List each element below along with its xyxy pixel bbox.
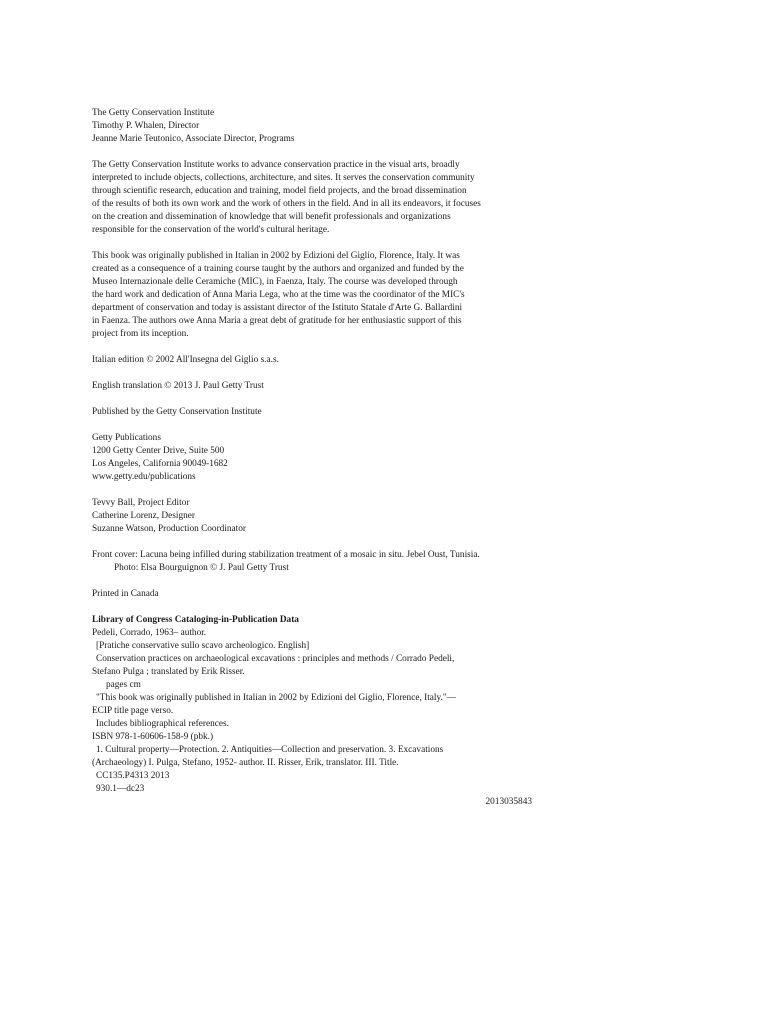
staff-credit: Tevvy Ball, Project Editor <box>92 498 190 508</box>
printed-in: Printed in Canada <box>92 589 159 599</box>
english-translation-copyright: English translation © 2013 J. Paul Getty Trust <box>92 381 264 391</box>
mission-line: responsible for the conservation of the world's cultural heritage. <box>92 225 330 235</box>
cip-line: CC135.P4313 2013 <box>96 771 170 781</box>
origin-line: department of conservation and today is assistant director of the Istituto Statale d'Arte G. Ballardini <box>92 303 463 313</box>
published-by: Published by the Getty Conservation Institute <box>92 407 262 417</box>
mission-line: The Getty Conservation Institute works to advance conservation practice in the visual arts, broadly <box>92 160 460 170</box>
cip-line: 1. Cultural property—Protection. 2. Antiquities—Collection and preservation. 3. Excavations <box>96 745 444 755</box>
origin-paragraph <box>92 250 532 341</box>
origin-line: Museo Internazionale delle Ceramiche (MIC), in Faenza, Italy. The course was developed through <box>92 277 458 287</box>
mission-paragraph <box>92 159 532 237</box>
origin-line: This book was originally published in Italian in 2002 by Edizioni del Giglio, Florence, Italy. It was <box>92 251 460 261</box>
cip-line: 930.1—dc23 <box>96 784 145 794</box>
cip-line: pages cm <box>106 680 141 690</box>
mission-line: through scientific research, education and training, model field projects, and the broad dissemination <box>92 186 467 196</box>
lccn-number: 2013035843 <box>485 797 532 807</box>
cip-line: ECIP title page verso. <box>92 706 174 716</box>
mission-line: of the results of both its own work and the work of others in the field. And in all its endeavors, it focuses <box>92 199 481 209</box>
cip-line: "This book was originally published in Italian in 2002 by Edizioni del Giglio, Florence, Italy."— <box>96 693 456 703</box>
institute-associate-director: Jeanne Marie Teutonico, Associate Director, Programs <box>92 134 295 144</box>
mission-line: on the creation and dissemination of knowledge that will benefit professionals and organizations <box>92 212 451 222</box>
origin-line: in Faenza. The authors owe Anna Maria a great debt of gratitude for her enthusiastic support of this <box>92 316 462 326</box>
institute-block <box>92 107 532 146</box>
publisher-address <box>92 432 532 484</box>
origin-line: created as a consequence of a training course taught by the authors and organized and funded by the <box>92 264 464 274</box>
origin-line: the hard work and dedication of Anna Maria Lega, who at the time was the coordinator of the MIC's <box>92 290 465 300</box>
cip-heading: Library of Congress Cataloging-in-Publication Data <box>92 615 299 625</box>
publisher-city: Los Angeles, California 90049-1682 <box>92 459 228 469</box>
publisher-street: 1200 Getty Center Drive, Suite 500 <box>92 446 225 456</box>
cip-data-block <box>92 614 532 809</box>
cover-credit <box>92 549 532 575</box>
copyright-page <box>92 107 532 809</box>
cip-line: Pedeli, Corrado, 1963– author. <box>92 628 207 638</box>
publisher-name: Getty Publications <box>92 433 161 443</box>
staff-credits <box>92 497 532 536</box>
staff-credit: Suzanne Watson, Production Coordinator <box>92 524 247 534</box>
cip-line: [Pratiche conservative sullo scavo archeologico. English] <box>96 641 310 651</box>
italian-edition-copyright: Italian edition © 2002 All'Insegna del Giglio s.a.s. <box>92 355 279 365</box>
cip-line: Conservation practices on archaeological excavations : principles and methods / Corrado Pedeli, <box>96 654 455 664</box>
mission-line: interpreted to include objects, collections, architecture, and sites. It serves the conservation community <box>92 173 475 183</box>
origin-line: project from its inception. <box>92 329 189 339</box>
institute-name: The Getty Conservation Institute <box>92 108 215 118</box>
institute-director: Timothy P. Whalen, Director <box>92 121 200 131</box>
cover-photo-credit: Photo: Elsa Bourguignon © J. Paul Getty Trust <box>114 563 289 573</box>
publisher-website: www.getty.edu/publications <box>92 472 196 482</box>
cip-line: Stefano Pulga ; translated by Erik Risser. <box>92 667 245 677</box>
staff-credit: Catherine Lorenz, Designer <box>92 511 195 521</box>
cover-caption: Front cover: Lacuna being infilled during stabilization treatment of a mosaic in situ. Jebel Oust, Tunisia. <box>92 550 480 560</box>
cip-line: (Archaeology) I. Pulga, Stefano, 1952- author. II. Risser, Erik, translator. III. Title. <box>92 758 399 768</box>
cip-line: Includes bibliographical references. <box>96 719 229 729</box>
cip-line: ISBN 978-1-60606-158-9 (pbk.) <box>92 732 214 742</box>
